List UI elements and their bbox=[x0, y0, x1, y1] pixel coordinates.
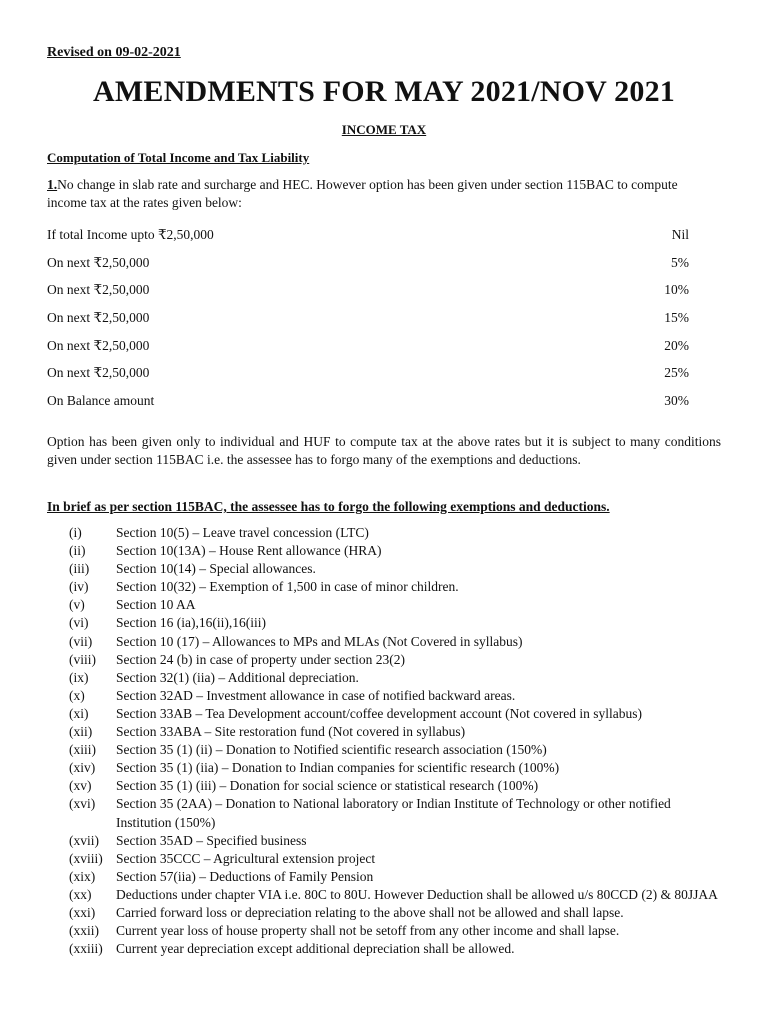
slab-row bbox=[47, 221, 691, 249]
list-item bbox=[69, 578, 724, 596]
slab-label: On next ₹2,50,000 bbox=[47, 282, 150, 298]
item-text: Section 24 (b) in case of property under section 23(2) bbox=[116, 651, 406, 667]
item-number: (iii) bbox=[69, 561, 90, 577]
slab-rate: 20% bbox=[664, 337, 689, 353]
slab-row bbox=[47, 276, 691, 304]
item-number: (xxi) bbox=[69, 904, 96, 920]
item-text: Section 35CCC – Agricultural extension project bbox=[116, 850, 376, 866]
list-item bbox=[69, 850, 724, 868]
intro-paragraph bbox=[47, 176, 719, 212]
slab-label: On next ₹2,50,000 bbox=[47, 365, 150, 381]
slab-row bbox=[47, 387, 691, 415]
item-number: (i) bbox=[69, 525, 82, 540]
computation-heading: Computation of Total Income and Tax Liability bbox=[47, 150, 310, 165]
item-text: Section 35 (2AA) – Donation to National laboratory or Indian Institute of Technology or other notified Institution (150%) bbox=[116, 796, 671, 830]
item-text: Section 35 (1) (iii) – Donation for social science or statistical research (100%) bbox=[116, 778, 539, 794]
item-number: (vii) bbox=[69, 633, 93, 649]
item-number: (x) bbox=[69, 687, 85, 703]
item-text: Section 10(32) – Exemption of 1,500 in case of minor children. bbox=[116, 579, 459, 595]
section-title: INCOME TAX bbox=[341, 122, 427, 137]
slab-label: On next ₹2,50,000 bbox=[47, 254, 150, 270]
list-item bbox=[69, 669, 724, 687]
item-text: Section 33ABA – Site restoration fund (Not covered in syllabus) bbox=[116, 724, 466, 740]
slab-rate: Nil bbox=[671, 226, 689, 242]
item-text: Section 10(13A) – House Rent allowance (HRA) bbox=[116, 543, 382, 559]
slab-label: On next ₹2,50,000 bbox=[47, 337, 150, 353]
list-item bbox=[69, 560, 724, 578]
list-item bbox=[69, 741, 724, 759]
item-text: Deductions under chapter VIA i.e. 80C to 80U. However Deduction shall be allowed u/s 80CCD (2) & 80JJAA bbox=[116, 886, 718, 902]
item-number: (xi) bbox=[69, 705, 89, 721]
list-item bbox=[69, 651, 724, 669]
slab-rate: 25% bbox=[664, 365, 689, 381]
item-text: Section 35 (1) (iia) – Donation to Indian companies for scientific research (100%) bbox=[116, 760, 560, 776]
slab-rate-table bbox=[47, 221, 691, 415]
list-item bbox=[69, 886, 724, 904]
item-number: (xvi) bbox=[69, 796, 96, 812]
item-number: (ii) bbox=[69, 543, 86, 559]
list-item bbox=[69, 832, 724, 850]
list-item bbox=[69, 524, 724, 542]
slab-row bbox=[47, 359, 691, 387]
slab-label: On next ₹2,50,000 bbox=[47, 309, 150, 325]
list-item bbox=[69, 723, 724, 741]
list-item bbox=[69, 795, 724, 831]
item-text: Carried forward loss or depreciation relating to the above shall not be allowed and shall lapse. bbox=[116, 904, 624, 920]
item-number: (vi) bbox=[69, 615, 89, 631]
slab-rate: 10% bbox=[664, 282, 689, 298]
item-text: Section 35 (1) (ii) – Donation to Notified scientific research association (150%) bbox=[116, 742, 547, 758]
item-text: Section 10 (17) – Allowances to MPs and MLAs (Not Covered in syllabus) bbox=[116, 633, 523, 649]
item-text: Section 32AD – Investment allowance in case of notified backward areas. bbox=[116, 687, 516, 703]
slab-row bbox=[47, 332, 691, 360]
list-item bbox=[69, 596, 724, 614]
list-item bbox=[69, 633, 724, 651]
item-text: Section 10(14) – Special allowances. bbox=[116, 561, 316, 577]
item-text: Section 57(iia) – Deductions of Family Pension bbox=[116, 868, 374, 884]
slab-rate: 15% bbox=[664, 309, 689, 325]
item-number: (xiii) bbox=[69, 742, 96, 758]
item-text: Current year loss of house property shall not be setoff from any other income and shall lapse. bbox=[116, 923, 620, 939]
forgone-exemptions-list bbox=[69, 524, 724, 958]
item-number: (xiv) bbox=[69, 760, 96, 776]
item-number: (viii) bbox=[69, 651, 96, 667]
list-item bbox=[69, 542, 724, 560]
item-number: (xx) bbox=[69, 886, 92, 902]
item-number: (xv) bbox=[69, 778, 92, 794]
brief-heading: In brief as per section 115BAC, the assessee has to forgo the following exemptions and deductions. bbox=[47, 499, 610, 514]
item-number: (xix) bbox=[69, 868, 96, 884]
list-item bbox=[69, 904, 724, 922]
item-number: (iv) bbox=[69, 579, 89, 595]
item-number: (xvii) bbox=[69, 832, 99, 848]
item-text: Section 32(1) (iia) – Additional depreciation. bbox=[116, 669, 359, 685]
option-note: Option has been given only to individual and HUF to compute tax at the above rates but it is subject to many conditions given under section 115BAC i.e. the assessee has to forgo many of the exemptions and deductions. bbox=[47, 434, 721, 468]
list-item bbox=[69, 687, 724, 705]
item-number: (xviii) bbox=[69, 850, 103, 866]
item-text: Section 10 AA bbox=[116, 597, 196, 613]
slab-row bbox=[47, 304, 691, 332]
intro-text: No change in slab rate and surcharge and HEC. However option has been given under section 115BAC to compute income tax at the rates given below: bbox=[47, 177, 678, 210]
slab-label: On Balance amount bbox=[47, 392, 155, 408]
slab-rate: 5% bbox=[671, 254, 689, 270]
slab-label: If total Income upto ₹2,50,000 bbox=[47, 226, 214, 242]
list-item bbox=[69, 922, 724, 940]
item-number: (xxiii) bbox=[69, 941, 103, 957]
item-text: Section 35AD – Specified business bbox=[116, 832, 307, 848]
item-number: (v) bbox=[69, 597, 85, 613]
list-item bbox=[69, 940, 724, 958]
slab-row bbox=[47, 249, 691, 277]
item-text: Section 10(5) – Leave travel concession (LTC) bbox=[116, 525, 369, 540]
list-item bbox=[69, 777, 724, 795]
item-number: (ix) bbox=[69, 669, 89, 685]
item-text: Current year depreciation except additional depreciation shall be allowed. bbox=[116, 941, 515, 957]
item-number: (xxii) bbox=[69, 923, 99, 939]
slab-rate: 30% bbox=[664, 392, 689, 408]
list-item bbox=[69, 705, 724, 723]
list-item bbox=[69, 759, 724, 777]
revised-date: Revised on 09-02-2021 bbox=[47, 45, 181, 60]
item-number: (xii) bbox=[69, 724, 93, 740]
page-title: AMENDMENTS FOR MAY 2021/NOV 2021 bbox=[93, 75, 675, 108]
list-item bbox=[69, 614, 724, 632]
item-text: Section 33AB – Tea Development account/coffee development account (Not covered in syllabus) bbox=[116, 705, 643, 721]
point-number: 1. bbox=[47, 177, 58, 192]
item-text: Section 16 (ia),16(ii),16(iii) bbox=[116, 615, 266, 631]
list-item bbox=[69, 868, 724, 886]
